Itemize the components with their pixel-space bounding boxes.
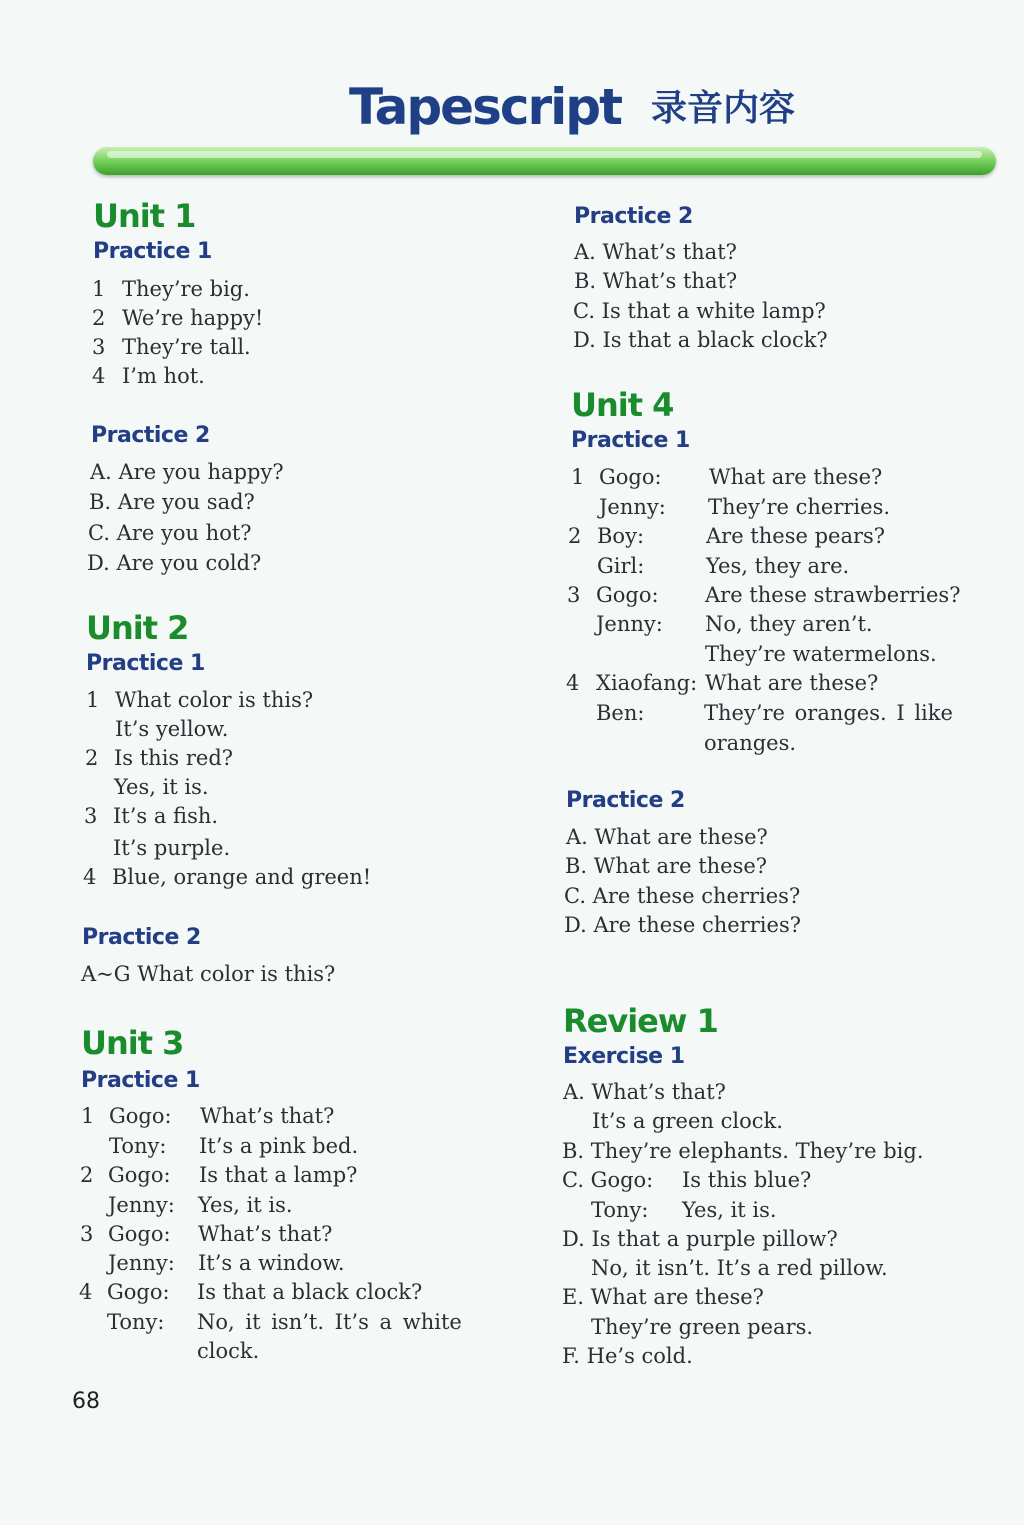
dialogue-speaker: Gogo: <box>599 465 662 489</box>
dialogue-speaker: Girl: <box>597 554 645 578</box>
list-item: A~G What color is this? <box>81 962 336 986</box>
dialogue-number: 1 <box>81 1104 95 1128</box>
dialogue-line: Yes, it is. <box>682 1198 777 1222</box>
list-item: C. Are these cherries? <box>564 884 801 908</box>
dialogue-line: Yes, they are. <box>706 554 850 578</box>
dialogue-number: 2 <box>80 1163 94 1187</box>
dialogue-speaker: Jenny: <box>108 1193 175 1217</box>
dialogue-speaker: Jenny: <box>108 1251 175 1275</box>
title-english: Tapescript <box>348 78 621 136</box>
list-item: D. Are these cherries? <box>564 913 801 937</box>
dialogue-speaker: Tony: <box>107 1310 165 1334</box>
unit3-heading: Unit 3 <box>81 1024 184 1062</box>
dialogue-speaker: Ben: <box>596 701 645 725</box>
list-item: I’m hot. <box>122 364 205 388</box>
dialogue-speaker: Gogo: <box>109 1104 172 1128</box>
dialogue-line: Is that a black clock? <box>197 1280 423 1304</box>
dialogue-number: 4 <box>566 671 580 695</box>
list-item: C. Are you hot? <box>88 521 252 545</box>
unit1-practice2-heading: Practice 2 <box>91 423 210 448</box>
unit4-practice1-heading: Practice 1 <box>571 428 690 453</box>
list-item: C. Is that a white lamp? <box>573 299 826 323</box>
dialogue-speaker: Gogo: <box>108 1163 171 1187</box>
list-item-number: 4 <box>83 865 97 889</box>
list-item: Is this red? <box>114 746 234 770</box>
list-item: D. Is that a purple pillow? <box>562 1227 838 1251</box>
dialogue-speaker: Jenny: <box>599 495 666 519</box>
dialogue-line: What’s that? <box>200 1104 335 1128</box>
list-item-number: 2 <box>85 746 99 770</box>
list-item: Yes, it is. <box>114 775 209 799</box>
list-item: D. Is that a black clock? <box>573 328 828 352</box>
dialogue-line: Is that a lamp? <box>199 1163 358 1187</box>
list-item: B. What are these? <box>565 854 768 878</box>
list-item: F. He’s cold. <box>562 1344 693 1368</box>
list-item-number: 3 <box>84 804 98 828</box>
list-item-number: 3 <box>92 335 106 359</box>
dialogue-speaker: Xiaofang: <box>596 671 698 695</box>
dialogue-speaker: Jenny: <box>596 612 663 636</box>
dialogue-line: What are these? <box>709 465 883 489</box>
dialogue-number: 3 <box>80 1222 94 1246</box>
dialogue-line: Are these pears? <box>706 524 886 548</box>
dialogue-line: clock. <box>197 1339 260 1363</box>
unit2-practice1-heading: Practice 1 <box>86 651 205 676</box>
dialogue-number: 2 <box>568 524 582 548</box>
dialogue-line: It’s a window. <box>198 1251 345 1275</box>
list-item: No, it isn’t. It’s a red pillow. <box>591 1256 888 1280</box>
list-item: It’s a fish. <box>113 804 219 828</box>
unit1-heading: Unit 1 <box>93 197 196 235</box>
dialogue-line: No, it isn’t. It’s a white <box>197 1310 462 1334</box>
list-item: What color is this? <box>115 688 314 712</box>
dialogue-speaker: Gogo: <box>108 1222 171 1246</box>
dialogue-line: It’s a pink bed. <box>199 1134 359 1158</box>
list-item-number: 4 <box>92 364 106 388</box>
dialogue-number: 1 <box>571 465 585 489</box>
dialogue-number: 3 <box>567 583 581 607</box>
list-item: They’re green pears. <box>591 1315 814 1339</box>
list-item: A. What’s that? <box>574 240 737 264</box>
list-item: B. What’s that? <box>574 269 738 293</box>
list-item: Blue, orange and green! <box>112 865 372 889</box>
review1-exercise1-heading: Exercise 1 <box>563 1044 685 1069</box>
title-divider <box>93 147 996 175</box>
page-number: 68 <box>72 1389 100 1414</box>
list-item-number: 1 <box>92 277 106 301</box>
dialogue-number: 4 <box>79 1280 93 1304</box>
dialogue-speaker: C. Gogo: <box>562 1168 654 1192</box>
list-item: B. Are you sad? <box>89 490 255 514</box>
unit2-practice2-heading: Practice 2 <box>82 925 201 950</box>
list-item: It’s yellow. <box>115 717 229 741</box>
list-item: It’s purple. <box>113 836 231 860</box>
dialogue-line: No, they aren’t. <box>705 612 873 636</box>
dialogue-speaker: Gogo: <box>107 1280 170 1304</box>
list-item: A. Are you happy? <box>90 460 284 484</box>
dialogue-speaker: Tony: <box>591 1198 649 1222</box>
dialogue-speaker: Gogo: <box>596 583 659 607</box>
dialogue-line: They’re oranges. I like <box>704 701 953 725</box>
page-title <box>60 78 1024 136</box>
unit2-heading: Unit 2 <box>86 609 189 647</box>
dialogue-line: They’re watermelons. <box>705 642 937 666</box>
list-item: They’re big. <box>122 277 250 301</box>
dialogue-line: They’re cherries. <box>708 495 891 519</box>
dialogue-line: What’s that? <box>198 1222 333 1246</box>
list-item: We’re happy! <box>122 306 264 330</box>
list-item-number: 2 <box>92 306 106 330</box>
list-item: E. What are these? <box>562 1285 764 1309</box>
dialogue-line: Yes, it is. <box>198 1193 293 1217</box>
unit3-practice1-heading: Practice 1 <box>81 1068 200 1093</box>
unit4-heading: Unit 4 <box>571 386 674 424</box>
list-item-number: 1 <box>86 688 100 712</box>
list-item: A. What’s that? <box>563 1080 726 1104</box>
review1-heading: Review 1 <box>563 1002 718 1040</box>
unit1-practice1-heading: Practice 1 <box>93 239 212 264</box>
dialogue-line: What are these? <box>705 671 879 695</box>
list-item: It’s a green clock. <box>592 1109 783 1133</box>
dialogue-speaker: Boy: <box>597 524 645 548</box>
list-item: D. Are you cold? <box>87 551 262 575</box>
dialogue-line: Are these strawberries? <box>705 583 961 607</box>
dialogue-line: oranges. <box>704 731 797 755</box>
dialogue-line: Is this blue? <box>682 1168 812 1192</box>
list-item: A. What are these? <box>566 825 768 849</box>
list-item: B. They’re elephants. They’re big. <box>562 1139 924 1163</box>
dialogue-speaker: Tony: <box>109 1134 167 1158</box>
title-chinese: 录音内容 <box>650 88 795 129</box>
unit4-practice2-heading: Practice 2 <box>566 788 685 813</box>
list-item: They’re tall. <box>122 335 251 359</box>
unit3-practice2-heading: Practice 2 <box>574 204 693 229</box>
